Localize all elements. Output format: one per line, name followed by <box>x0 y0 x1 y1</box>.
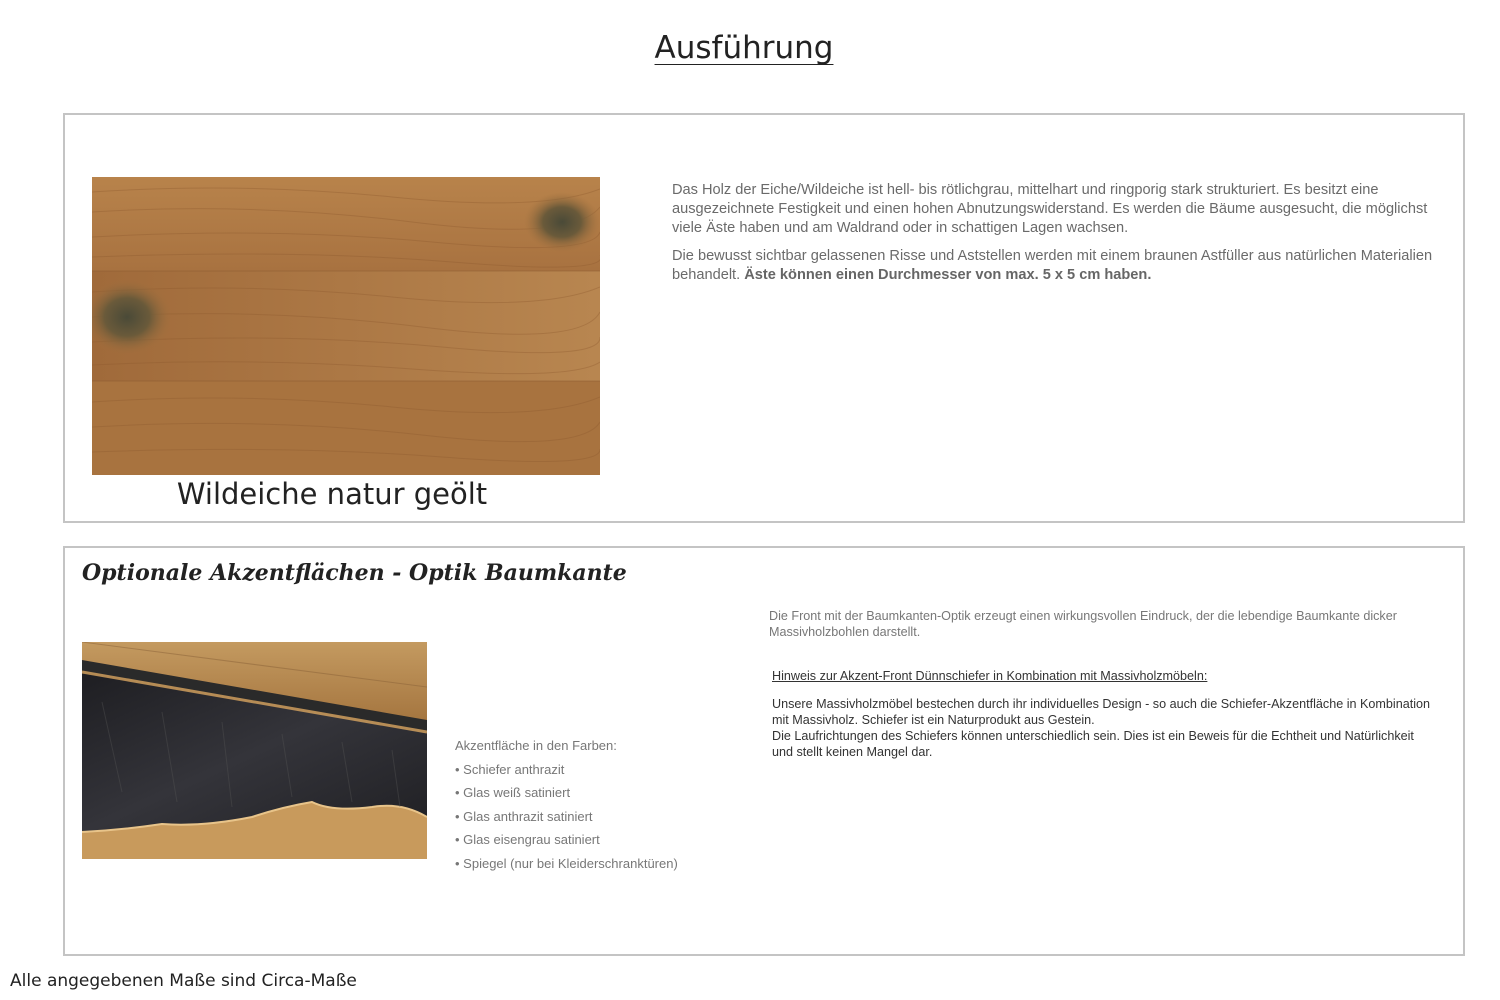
notice-heading: Hinweis zur Akzent-Front Dünnschiefer in Kombination mit Massivholzmöbeln: <box>772 669 1208 683</box>
page-title: Ausführung <box>654 30 834 66</box>
list-item: • Schiefer anthrazit <box>455 758 678 782</box>
list-item: • Spiegel (nur bei Kleiderschranktüren) <box>455 852 678 876</box>
wood-paragraph-1: Das Holz der Eiche/Wildeiche ist hell- bis rötlichgrau, mittelhart und ringporig stark strukturiert. Es besitzt eine ausgezeichnete Festigkeit und einen hohen Abnutzungswiderstand. Es werden die Bäume ausgesucht, die möglichst viele Äste haben und am Waldrand oder in schattigen Lagen wachsen. <box>672 182 1428 236</box>
wood-finish-panel <box>63 113 1465 523</box>
notice-line-2: Die Laufrichtungen des Schiefers können unterschiedlich sein. Dies ist ein Beweis für die Echtheit und Natürlichkeit und stellt keinen Mangel dar. <box>772 729 1414 759</box>
notice-line-1: Unsere Massivholzmöbel bestechen durch ihr individuelles Design - so auch die Schiefer-Akzentfläche in Kombination mit Massivholz. Schiefer ist ein Naturprodukt aus Gestein. <box>772 697 1431 727</box>
accent-panel <box>63 546 1465 956</box>
wood-description <box>672 181 1447 294</box>
list-item: • Glas anthrazit satiniert <box>455 805 678 829</box>
front-description: Die Front mit der Baumkanten-Optik erzeugt einen wirkungsvollen Eindruck, der die lebendige Baumkante dicker Massivholzbohlen darstellt. <box>769 609 1397 639</box>
slate-notice <box>772 668 1432 760</box>
wood-paragraph-2-plain: Die bewusst sichtbar gelassenen Risse und Aststellen werden mit einem braunen Astfüller aus natürlichen Materialien behandelt. <box>672 248 1433 283</box>
colors-list <box>455 758 678 876</box>
list-item: • Glas weiß satiniert <box>455 781 678 805</box>
accent-front-image <box>82 642 427 859</box>
colors-heading: Akzentfläche in den Farben: <box>455 738 617 753</box>
wood-paragraph-2-bold: Äste können einen Durchmesser von max. 5 x 5 cm haben. <box>744 267 1152 283</box>
wood-paragraph-2 <box>672 247 1447 285</box>
footer-note: Alle angegebenen Maße sind Circa-Maße <box>10 971 357 991</box>
accent-colors <box>455 734 678 875</box>
list-item: • Glas eisengrau satiniert <box>455 828 678 852</box>
wood-sample-image <box>92 177 600 475</box>
wood-caption: Wildeiche natur geölt <box>176 477 488 511</box>
accent-section-title: Optionale Akzentflächen - Optik Baumkante <box>82 560 627 586</box>
